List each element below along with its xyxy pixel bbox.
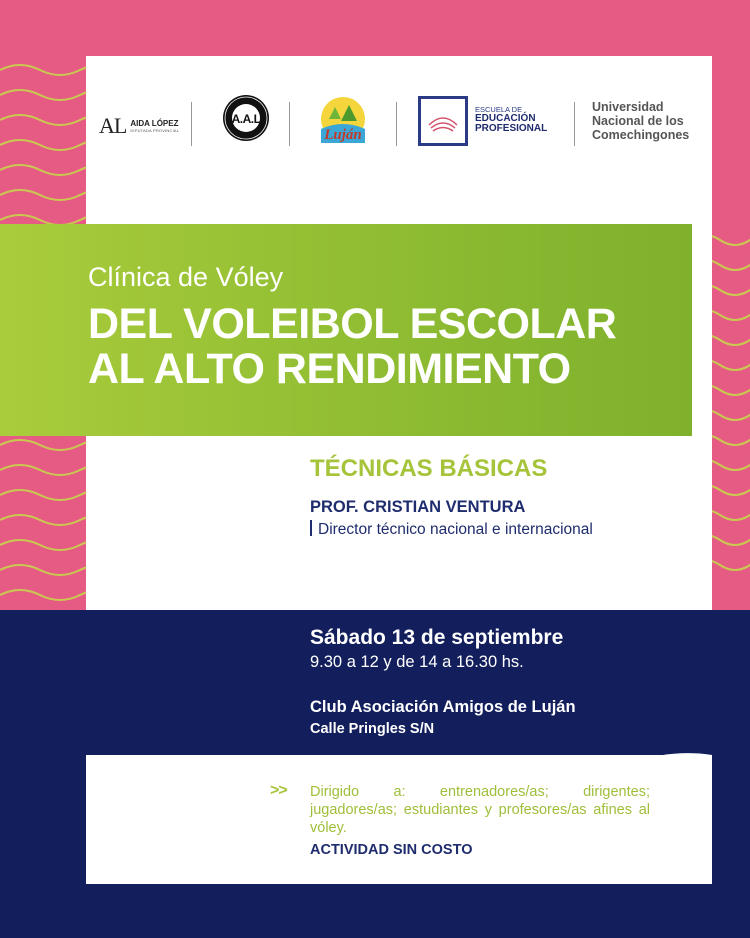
logo-divider — [289, 102, 290, 146]
ep-line2: EDUCACIÓN — [475, 112, 536, 124]
double-chevron-icon: >> — [270, 782, 287, 799]
professor-name: PROF. CRISTIAN VENTURA — [310, 498, 526, 516]
professor-role-text: Director técnico nacional e internacional — [318, 521, 593, 538]
amigos-lujan-seal-logo — [222, 94, 270, 142]
logo-divider — [396, 102, 397, 146]
unc-line1: Universidad — [592, 100, 664, 114]
event-subtitle: Clínica de Vóley — [88, 262, 284, 292]
role-bar — [310, 520, 312, 536]
unc-line3: Comechingones — [592, 128, 690, 142]
aida-lopez-logo — [99, 113, 179, 139]
lujan-logo — [311, 93, 375, 153]
free-activity-label: ACTIVIDAD SIN COSTO — [310, 842, 473, 858]
topic-heading: TÉCNICAS BÁSICAS — [310, 455, 548, 482]
ep-emblem-icon — [421, 99, 465, 143]
event-title-line2: AL ALTO RENDIMIENTO — [88, 345, 571, 393]
event-address: Calle Pringles S/N — [310, 721, 435, 737]
aida-monogram: AL — [99, 113, 127, 138]
event-hours: 9.30 a 12 y de 14 a 16.30 hs. — [310, 653, 524, 671]
audience-text: Dirigido a: entrenadores/as; dirigentes; jugadores/as; estudiantes y profesores/as afines al vóley. — [310, 784, 650, 836]
lujan-logo-text: Luján — [324, 127, 362, 143]
logo-divider — [574, 102, 575, 146]
ep-line1: ESCUELA DE — [475, 105, 523, 114]
sponsor-logos — [86, 90, 712, 160]
event-date: Sábado 13 de septiembre — [310, 626, 564, 649]
universidad-comechingones-logo — [592, 100, 689, 142]
logo-divider — [191, 102, 192, 146]
ep-line3: PROFESIONAL — [475, 122, 548, 134]
event-title-line1: DEL VOLEIBOL ESCOLAR — [88, 300, 617, 348]
aal-seal-text: A.A.L — [231, 112, 261, 126]
professor-role — [310, 520, 593, 539]
aida-subtitle: DIPUTADA PROVINCIAL — [130, 127, 180, 133]
event-venue: Club Asociación Amigos de Luján — [310, 698, 576, 716]
escuela-educacion-profesional-logo — [418, 96, 468, 146]
unc-line2: Nacional de los — [592, 114, 684, 128]
aida-name: AIDA LÓPEZ — [130, 118, 179, 128]
